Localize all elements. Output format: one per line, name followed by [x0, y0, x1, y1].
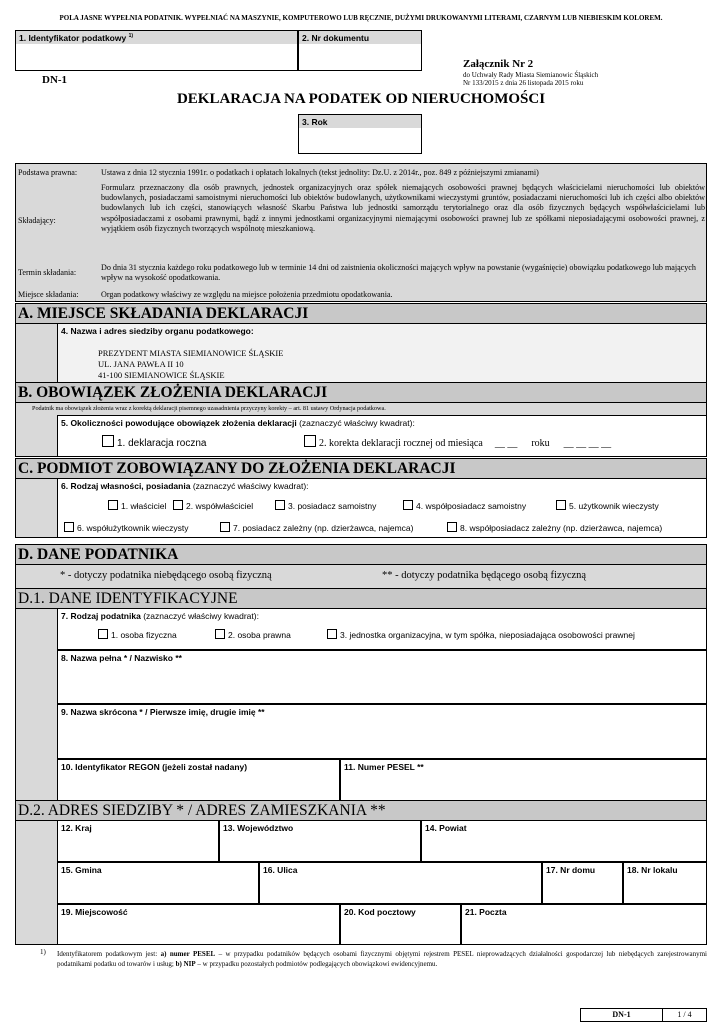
field-15-label: 15. Gmina	[61, 865, 102, 875]
field-16-street[interactable]	[259, 862, 542, 904]
checkbox-icon[interactable]	[447, 522, 457, 532]
page-number: 1 / 4	[677, 1010, 692, 1019]
correction-year-label: roku	[531, 438, 550, 449]
field-17-house-number[interactable]	[542, 862, 623, 904]
field-6-label: 6. Rodzaj własności, posiadania (zaznaczyć właściwy kwadrat):	[61, 481, 309, 491]
field-4-tax-office	[57, 323, 707, 383]
section-d1-header: D.1. DANE IDENTYFIKACYJNE	[15, 588, 707, 609]
legal-label-basis: Podstawa prawna:	[18, 168, 78, 177]
office-name: PREZYDENT MIASTA SIEMIANOWICE ŚLĄSKIE	[98, 348, 284, 358]
section-c-header: C. PODMIOT ZOBOWIĄZANY DO ZŁOŻENIA DEKLARACJI	[15, 458, 707, 479]
checkbox-icon[interactable]	[173, 500, 183, 510]
option-natural-person[interactable]: 1. osoba fizyczna	[98, 629, 177, 640]
annex-line-1: do Uchwały Rady Miasta Siemianowic Śląskich	[463, 71, 599, 79]
footnote-text: Identyfikatorem podatkowym jest: a) numer PESEL – w przypadku podatników będących osobami fizycznymi objętymi rejestrem PESEL nieprowadzących działalności gospodarczej lub niebędących zarejestrowanymi podatnikami podatku od towarów i usług; b) NIP – w przypadku pozostałych podmiotów podlegających obowiązkowi ewidencyjnemu.	[57, 950, 707, 968]
field-17-label: 17. Nr domu	[546, 865, 596, 875]
correction-year[interactable]: __ __ __ __	[563, 438, 612, 449]
checkbox-icon[interactable]	[108, 500, 118, 510]
field-10-regon[interactable]	[57, 759, 340, 804]
page-footer	[580, 1008, 707, 1022]
option-co-perpetual-user[interactable]: 6. współużytkownik wieczysty	[64, 522, 188, 533]
checkbox-icon[interactable]	[403, 500, 413, 510]
office-street: UL. JANA PAWŁA II 10	[98, 359, 184, 369]
footnote-mark: 1)	[40, 948, 46, 956]
section-b-header: B. OBOWIĄZEK ZŁOŻENIA DEKLARACJI	[15, 382, 707, 403]
option-co-owner[interactable]: 2. współwłaściciel	[173, 500, 253, 511]
main-title: DEKLARACJA NA PODATEK OD NIERUCHOMOŚCI	[176, 91, 546, 107]
option-annual-declaration[interactable]: 1. deklaracja roczna	[102, 435, 207, 449]
section-d-header: D. DANE PODATNIKA	[15, 544, 707, 565]
field-18-apartment-number[interactable]	[623, 862, 707, 904]
checkbox-icon[interactable]	[102, 435, 114, 447]
field-3-label: 3. Rok	[302, 117, 328, 127]
field-21-post-office[interactable]	[461, 904, 707, 945]
field-4-label: 4. Nazwa i adres siedziby organu podatkowego:	[61, 326, 254, 336]
option-co-dependent-possessor[interactable]: 8. współposiadacz zależny (np. dzierżawca, najemca)	[447, 522, 662, 533]
field-20-postal-code[interactable]	[340, 904, 461, 945]
field-9-short-name[interactable]	[57, 704, 707, 759]
field-8-full-name[interactable]	[57, 650, 707, 704]
legal-text-submitter: Formularz przeznaczony dla osób prawnych, jednostek organizacyjnych oraz spółek niemających osobowości prawnej będących właścicielami nieruchomości lub obiektów budowlanych, posiadaczami samoistnymi nieruchomości lub obiektów budowlanych, użytkownikami wieczystymi gruntów, posiadaczami nieruchomości lub ich części albo obiektów budowlanych lub ich części, stanowiących własność Skarbu Państwa lub jednostki samorządu terytorialnego oraz dla osób fizycznych będących współwłaścicielami lub współposiadaczami z osobami prawnymi, bądź z innymi jednostkami organizacyjnymi niemającymi osobowości prawnej lub ze spółkami nieposiadającymi osobowości prawnej, z wyjątkiem osób fizycznych tworzących wspólnotę mieszkaniową.	[101, 183, 705, 233]
field-19-town[interactable]	[57, 904, 340, 945]
section-a-header: A. MIEJSCE SKŁADANIA DEKLARACJI	[15, 303, 707, 324]
legal-label-deadline: Termin składania:	[18, 268, 77, 277]
option-dependent-possessor[interactable]: 7. posiadacz zależny (np. dzierżawca, najemca)	[220, 522, 413, 533]
annex-line-2: Nr 133/2015 z dnia 26 listopada 2015 roku	[463, 79, 584, 87]
checkbox-icon[interactable]	[327, 629, 337, 639]
option-co-autonomous-possessor[interactable]: 4. współposiadacz samoistny	[403, 500, 526, 511]
footer-form-code: DN-1	[581, 1009, 663, 1021]
correction-month[interactable]: __ __	[494, 438, 518, 449]
field-3-year[interactable]	[298, 114, 422, 154]
field-12-label: 12. Kraj	[61, 823, 92, 833]
option-owner[interactable]: 1. właściciel	[108, 500, 166, 511]
section-d2-header: D.2. ADRES SIEDZIBY * / ADRES ZAMIESZKANIA **	[15, 800, 707, 821]
form-code: DN-1	[42, 74, 68, 86]
checkbox-icon[interactable]	[98, 629, 108, 639]
checkbox-icon[interactable]	[304, 435, 316, 447]
field-1-tax-id[interactable]	[15, 30, 298, 71]
checkbox-icon[interactable]	[275, 500, 285, 510]
option-legal-person[interactable]: 2. osoba prawna	[215, 629, 291, 640]
field-7-label: 7. Rodzaj podatnika (zaznaczyć właściwy kwadrat):	[61, 611, 259, 621]
annex-title: Załącznik Nr 2	[463, 58, 534, 70]
office-city: 41-100 SIEMIANOWICE ŚLĄSKIE	[98, 370, 225, 380]
checkbox-icon[interactable]	[64, 522, 74, 532]
field-16-label: 16. Ulica	[263, 865, 298, 875]
option-autonomous-possessor[interactable]: 3. posiadacz samoistny	[275, 500, 376, 511]
field-5-label: 5. Okoliczności powodujące obowiązek złożenia deklaracji (zaznaczyć właściwy kwadrat):	[61, 418, 415, 428]
field-2-label: 2. Nr dokumentu	[302, 33, 370, 43]
field-19-label: 19. Miejscowość	[61, 907, 128, 917]
checkbox-icon[interactable]	[215, 629, 225, 639]
note-legal-person: * - dotyczy podatnika niebędącego osobą fizyczną	[60, 570, 272, 581]
field-15-commune[interactable]	[57, 862, 259, 904]
legal-text-basis: Ustawa z dnia 12 stycznia 1991r. o podatkach i opłatach lokalnych (tekst jednolity: Dz.U. z 2014r., poz. 849 z późniejszymi zmianami)	[101, 168, 539, 177]
field-11-pesel[interactable]	[340, 759, 707, 804]
option-organizational-unit[interactable]: 3. jednostka organizacyjna, w tym spółka, nieposiadająca osobowości prawnej	[327, 629, 635, 640]
field-13-label: 13. Województwo	[223, 823, 294, 833]
field-2-document-number[interactable]	[298, 30, 422, 71]
checkbox-icon[interactable]	[220, 522, 230, 532]
field-12-country[interactable]	[57, 820, 219, 862]
legal-text-deadline: Do dnia 31 stycznia każdego roku podatkowego lub w terminie 14 dni od zaistnienia okoliczności mających wpływ na powstanie (wygaśnięcie) obowiązku podatkowego lub mających wpływ na wysokość opodatkowania.	[101, 263, 696, 283]
field-21-label: 21. Poczta	[465, 907, 507, 917]
section-d-notes	[15, 564, 707, 589]
option-correction[interactable]: 2. korekta deklaracji rocznej od miesiąca __ __ roku __ __ __ __	[304, 435, 611, 449]
field-14-label: 14. Powiat	[425, 823, 467, 833]
field-20-label: 20. Kod pocztowy	[344, 907, 416, 917]
note-natural-person: ** - dotyczy podatnika będącego osobą fizyczną	[382, 570, 587, 581]
legal-label-submitter: Składający:	[18, 216, 56, 225]
field-8-label: 8. Nazwa pełna * / Nazwisko **	[61, 653, 182, 663]
correction-note: Podatnik ma obowiązek złożenia wraz z korektą deklaracji pisemnego uzasadnienia przyczyny korekty – art. 81 ustawy Ordynacja podatkowa.	[32, 405, 386, 412]
field-9-label: 9. Nazwa skrócona * / Pierwsze imię, drugie imię **	[61, 707, 265, 717]
field-18-label: 18. Nr lokalu	[627, 865, 678, 875]
option-perpetual-user[interactable]: 5. użytkownik wieczysty	[556, 500, 659, 511]
field-11-label: 11. Numer PESEL **	[344, 762, 424, 772]
field-13-voivodeship[interactable]	[219, 820, 421, 862]
field-1-label: 1. Identyfikator podatkowy $^{1)}$	[19, 33, 134, 43]
legal-basis-block	[15, 163, 707, 302]
top-instruction: POLA JASNE WYPEŁNIA PODATNIK. WYPEŁNIAĆ NA MASZYNIE, KOMPUTEROWO LUB RĘCZNIE, DUŻYMI DRUKOWANYMI LITERAMI, CZARNYM LUB NIEBIESKIM KOLOREM.	[59, 14, 663, 22]
legal-text-place: Organ podatkowy właściwy ze względu na miejsce położenia przedmiotu opodatkowania.	[101, 290, 393, 299]
field-10-label: 10. Identyfikator REGON (jeżeli został nadany)	[61, 762, 248, 772]
field-14-county[interactable]	[421, 820, 707, 862]
legal-label-place: Miejsce składania:	[18, 290, 79, 299]
checkbox-icon[interactable]	[556, 500, 566, 510]
